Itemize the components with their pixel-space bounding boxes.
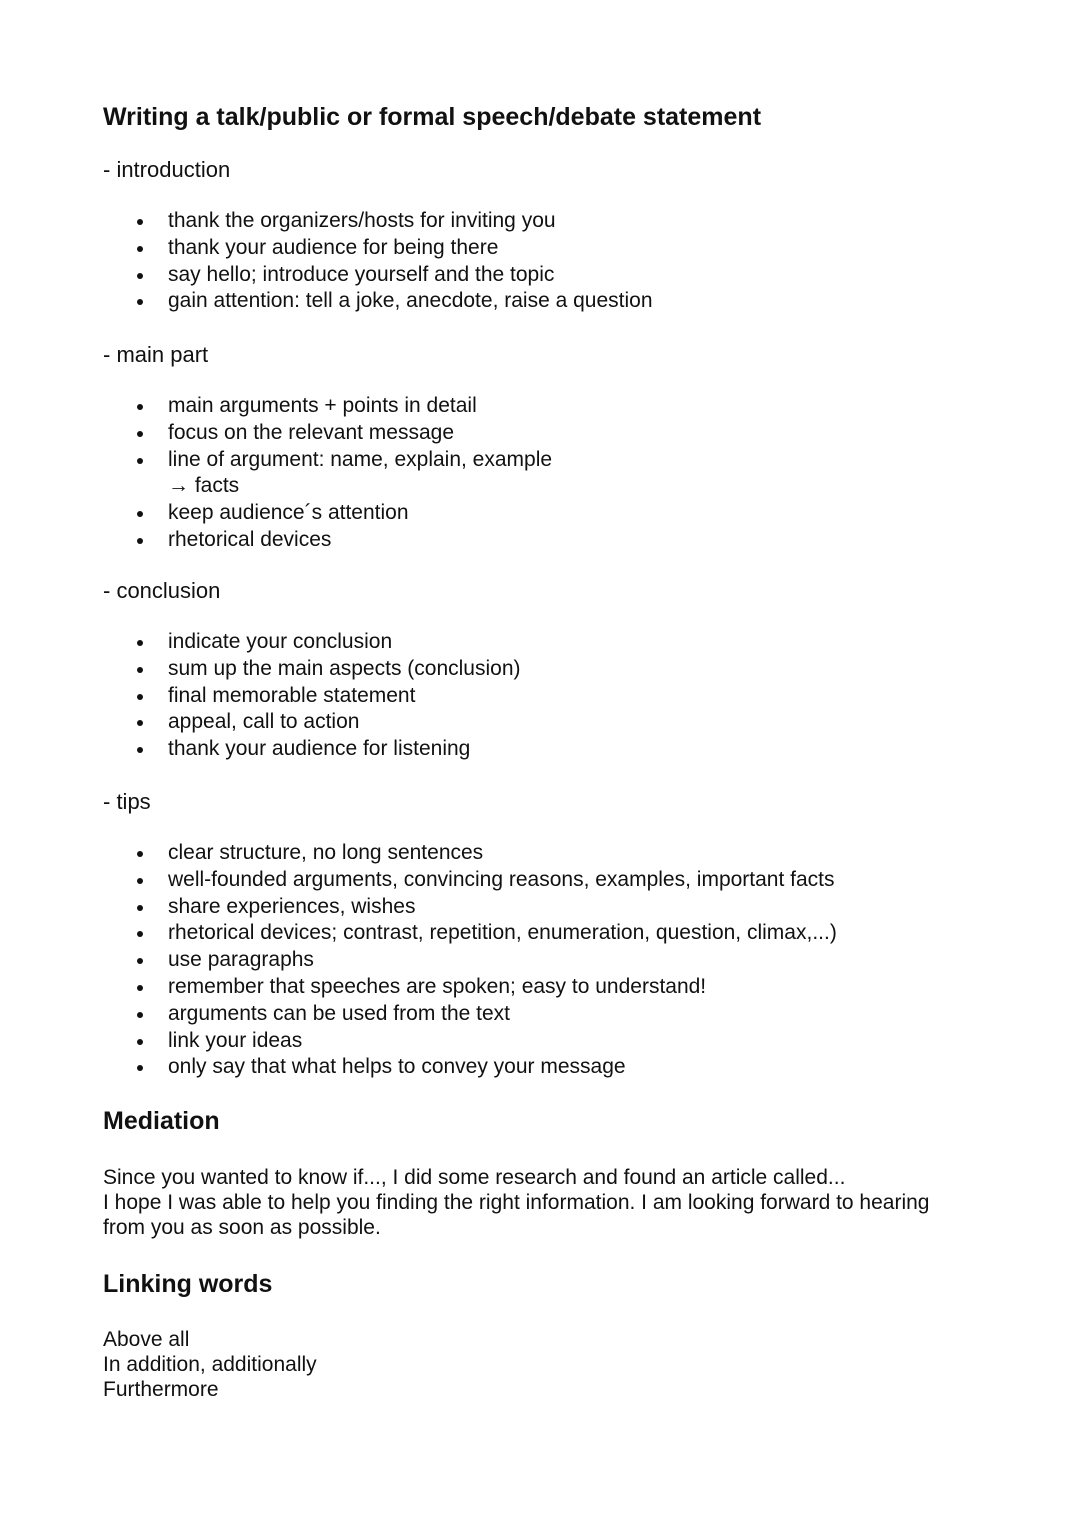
list-item: arguments can be used from the text	[0, 1001, 837, 1028]
bullet-icon	[137, 1039, 143, 1045]
page-title: Writing a talk/public or formal speech/debate statement	[103, 103, 762, 131]
list-item: share experiences, wishes	[0, 894, 837, 921]
list-item: rhetorical devices	[0, 527, 552, 554]
bullet-icon	[137, 458, 143, 464]
list-item: remember that speeches are spoken; easy to understand!	[0, 974, 837, 1001]
mediation-line: Since you wanted to know if..., I did some research and found an article called...	[103, 1166, 846, 1189]
bullet-icon	[137, 1065, 143, 1071]
section-label-tips: - tips	[103, 789, 151, 814]
list-item: focus on the relevant message	[0, 420, 552, 447]
section-label-main-part: - main part	[103, 342, 209, 367]
list-item: sum up the main aspects (conclusion)	[0, 656, 521, 683]
list-item: thank your audience for being there	[0, 235, 653, 262]
list-item: line of argument: name, explain, example	[0, 447, 552, 474]
list-item: final memorable statement	[0, 683, 521, 710]
linking-word: Furthermore	[103, 1378, 219, 1401]
list-item: thank the organizers/hosts for inviting you	[0, 208, 653, 235]
bullet-icon	[137, 511, 143, 517]
list-item: gain attention: tell a joke, anecdote, raise a question	[0, 288, 653, 315]
bullet-icon	[137, 747, 143, 753]
bullet-icon	[137, 694, 143, 700]
conclusion-list	[0, 629, 521, 763]
bullet-icon	[137, 538, 143, 544]
list-item: well-founded arguments, convincing reasons, examples, important facts	[0, 867, 837, 894]
bullet-icon	[137, 273, 143, 279]
linking-words-heading: Linking words	[103, 1270, 273, 1298]
list-item: thank your audience for listening	[0, 736, 521, 763]
mediation-heading: Mediation	[103, 1107, 220, 1135]
bullet-icon	[137, 299, 143, 305]
bullet-icon	[137, 958, 143, 964]
bullet-icon	[137, 246, 143, 252]
list-item: rhetorical devices; contrast, repetition, enumeration, question, climax,...)	[0, 920, 837, 947]
list-item: link your ideas	[0, 1028, 837, 1055]
bullet-icon	[137, 851, 143, 857]
bullet-icon	[137, 667, 143, 673]
section-label-introduction: - introduction	[103, 157, 231, 182]
linking-words-list	[103, 1327, 317, 1402]
bullet-icon	[137, 431, 143, 437]
list-item: clear structure, no long sentences	[0, 840, 837, 867]
introduction-list	[0, 208, 653, 315]
list-item: main arguments + points in detail	[0, 393, 552, 420]
bullet-icon	[137, 404, 143, 410]
list-item-sub: → facts	[168, 474, 240, 498]
list-item: use paragraphs	[0, 947, 837, 974]
bullet-icon	[137, 640, 143, 646]
list-item: only say that what helps to convey your message	[0, 1054, 837, 1081]
list-item: keep audience´s attention	[0, 500, 552, 527]
mediation-line: from you as soon as possible.	[103, 1216, 381, 1239]
list-item: indicate your conclusion	[0, 629, 521, 656]
list-item: appeal, call to action	[0, 709, 521, 736]
bullet-icon	[137, 931, 143, 937]
bullet-icon	[137, 219, 143, 225]
bullet-icon	[137, 720, 143, 726]
mediation-paragraph	[103, 1165, 930, 1240]
section-label-conclusion: - conclusion	[103, 578, 221, 603]
bullet-icon	[137, 905, 143, 911]
tips-list	[0, 840, 837, 1081]
linking-word: Above all	[103, 1328, 190, 1351]
main-part-list	[0, 393, 552, 554]
list-item: say hello; introduce yourself and the topic	[0, 262, 653, 289]
bullet-icon	[137, 985, 143, 991]
linking-word: In addition, additionally	[103, 1353, 317, 1376]
bullet-icon	[137, 1012, 143, 1018]
bullet-icon	[137, 878, 143, 884]
mediation-line: I hope I was able to help you finding the right information. I am looking forward to hearing	[103, 1191, 930, 1214]
